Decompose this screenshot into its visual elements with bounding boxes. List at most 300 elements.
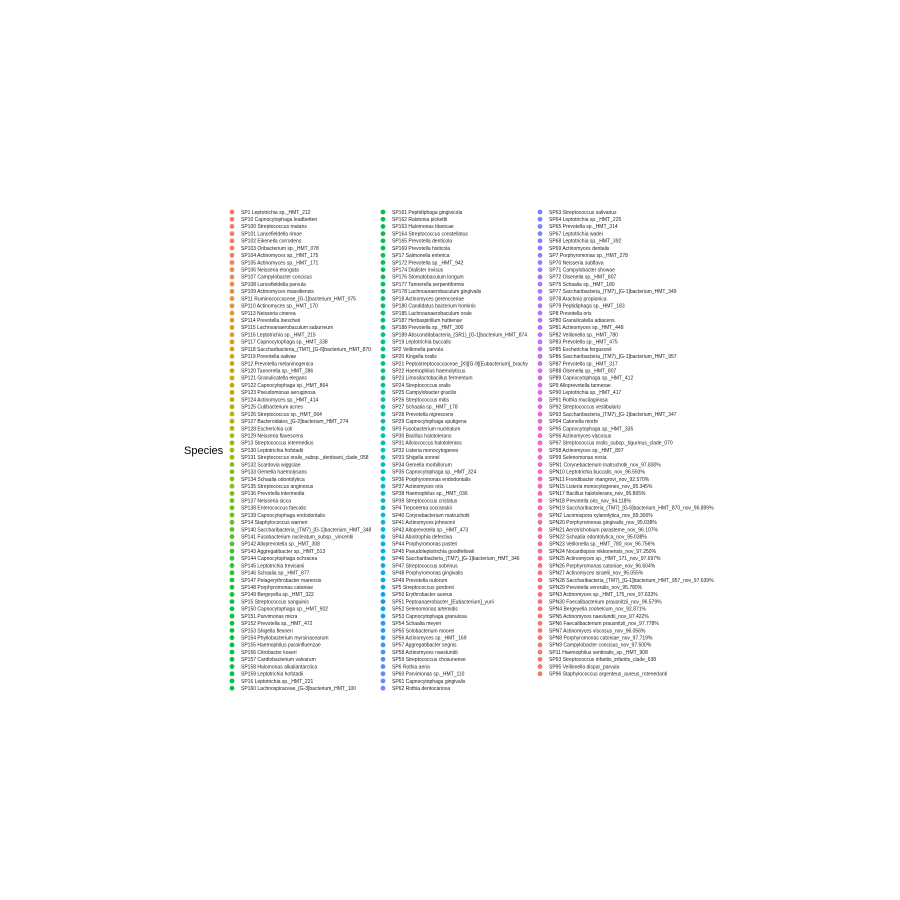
- legend-key: [538, 505, 543, 510]
- legend-key: [230, 210, 235, 215]
- legend-key: [381, 549, 386, 554]
- legend-key: [538, 549, 543, 554]
- legend-label: SP96 Actinomyces viscosus: [549, 433, 612, 440]
- legend-label: SP35 Capnocytophaga sp._HMT_324: [392, 469, 477, 476]
- legend-key: [381, 303, 386, 308]
- legend-key: [230, 455, 235, 460]
- legend-label: SP176 Stomatobaculum longum: [392, 274, 464, 281]
- legend-label: SP94 Catonella morbi: [549, 419, 598, 426]
- legend-key: [381, 520, 386, 525]
- legend-label: SP105 Actinomyces sp._HMT_171: [241, 260, 319, 267]
- legend-key: [381, 469, 386, 474]
- legend-label: SP162 Ralstonia pickettii: [392, 217, 448, 224]
- legend-key: [538, 332, 543, 337]
- legend-key: [381, 585, 386, 590]
- legend-key: [381, 534, 386, 539]
- legend-key: [381, 599, 386, 604]
- legend-label: SP130 Leptotrichia hofstadii: [241, 447, 304, 454]
- legend-label: SP92 Streptococcus vestibularis: [549, 404, 621, 411]
- legend-key: [538, 253, 543, 258]
- legend-key: [230, 477, 235, 482]
- legend-label: SP4 Treponema socranskii: [392, 505, 452, 512]
- legend-key: [381, 318, 386, 323]
- legend-label: SPN23 Veillonella sp._HMT_780_nov_96.756%: [549, 541, 655, 548]
- legend-key: [230, 224, 235, 229]
- legend-label: SP126 Streptococcus sp._HMT_064: [241, 411, 322, 418]
- legend-key: [538, 440, 543, 445]
- legend-key: [381, 484, 386, 489]
- legend-key: [230, 628, 235, 633]
- legend-key: [381, 404, 386, 409]
- legend-label: SP34 Gemella morbillorum: [392, 462, 452, 469]
- legend-key: [230, 621, 235, 626]
- legend-key: [381, 650, 386, 655]
- legend-key: [230, 253, 235, 258]
- legend-label: SP40 Corynebacterium matruchotii: [392, 512, 470, 519]
- legend-label: SP158 Halomonas alkaliantarctica: [241, 664, 318, 671]
- legend-label: SP65 Prevotella sp._HMT_314: [549, 224, 618, 231]
- legend-key: [381, 376, 386, 381]
- legend-key: [230, 671, 235, 676]
- legend-key: [538, 520, 543, 525]
- legend-label: SP70 Neisseria subflava: [549, 260, 604, 267]
- legend-label: SP164 Streptococcus constellatus: [392, 231, 468, 238]
- legend-key: [538, 426, 543, 431]
- legend-label: SP163 Halomonas titanicae: [392, 224, 454, 231]
- legend-key: [381, 592, 386, 597]
- legend-label: SP30 Bacillus halotolerans: [392, 433, 452, 440]
- legend-items: [230, 210, 714, 692]
- legend-label: SP67 Leptotrichia wadei: [549, 231, 603, 238]
- legend-label: SP100 Streptococcus mutans: [241, 224, 307, 231]
- legend-key: [381, 505, 386, 510]
- legend-key: [538, 339, 543, 344]
- legend-key: [381, 462, 386, 467]
- legend-label: SP144 Capnocytophaga ochracea: [241, 556, 318, 563]
- legend-label: SP93 Saccharibacteria_(TM7)_[G-1]bacterium_HMT_347: [549, 411, 677, 418]
- legend-key: [538, 462, 543, 467]
- legend-label: SP140 Saccharibacteria_(TM7)_[G-1]bacterium_HMT_348: [241, 527, 372, 534]
- legend-key: [230, 303, 235, 308]
- legend-label: SP3 Fusobacterium nucleatum: [392, 426, 461, 433]
- legend-label: SP72 Olsenella sp._HMT_807: [549, 274, 617, 281]
- legend-label: SP10 Capnocytophaga leadbetteri: [241, 217, 318, 224]
- legend-label: SP21 Peptostreptococcaceae_[XI][G-9][Eubacterium]_brachy: [392, 361, 528, 368]
- legend-key: [230, 541, 235, 546]
- legend-label: SP2 Veillonella parvula: [392, 346, 444, 353]
- legend-key: [381, 260, 386, 265]
- legend-label: SP133 Gemella haemolysans: [241, 469, 307, 476]
- legend-label: SP63 Streptococcus salivarius: [549, 209, 617, 216]
- legend-label: SP14 Staphylococcus warneri: [241, 520, 308, 527]
- legend-key: [381, 390, 386, 395]
- legend-label: SP11 Haemophilus sentinalis_sp._HMT_908: [549, 649, 648, 656]
- legend-label: SPN20 Porphyromonas gingivalis_nov_95.038%: [549, 520, 657, 527]
- legend-key: [538, 606, 543, 611]
- legend-key: [381, 412, 386, 417]
- legend-key: [381, 246, 386, 251]
- legend-key: [538, 527, 543, 532]
- legend-label: SP69 Actinomyces dentalis: [549, 245, 610, 252]
- legend-key: [381, 679, 386, 684]
- legend-key: [230, 404, 235, 409]
- legend-key: [538, 484, 543, 489]
- legend-label: SP155 Haemophilus parainfluenzae: [241, 642, 321, 649]
- legend-label: SP138 Enterococcus faecalis: [241, 505, 307, 512]
- legend-key: [381, 325, 386, 330]
- legend-label: SP146 Schaalia sp._HMT_877: [241, 570, 310, 577]
- legend-key: [381, 570, 386, 575]
- legend-key: [538, 469, 543, 474]
- legend-label: SP148 Porphyromonas catoniae: [241, 584, 313, 591]
- legend-label: SP22 Haemophilus haemolyticus: [392, 368, 466, 375]
- legend-label: SP33 Shigella sonnei: [392, 455, 440, 462]
- legend-label: SP189 Absconditabacteria_(SR1)_[G-1]bacterium_HMT_874: [392, 332, 528, 339]
- legend-label: SPN19 Saccharibacteria_(TM7)_[G-6]bacterium_HMT_870_nov_96.899%: [549, 505, 714, 512]
- legend-key: [230, 606, 235, 611]
- legend-key: [381, 635, 386, 640]
- legend-key: [230, 426, 235, 431]
- legend-label: SP95 Capnocytophaga sp._HMT_335: [549, 426, 634, 433]
- legend-key: [538, 246, 543, 251]
- legend-key: [538, 650, 543, 655]
- legend-key: [230, 296, 235, 301]
- legend-key: [538, 491, 543, 496]
- legend-key: [230, 650, 235, 655]
- legend-label: SP125 Cutibacterium acnes: [241, 404, 303, 411]
- legend-key: [230, 664, 235, 669]
- legend-key: [230, 578, 235, 583]
- legend-key: [381, 217, 386, 222]
- legend-label: SP68 Leptotrichia sp._HMT_392: [549, 238, 622, 245]
- legend-label: SP145 Leptotrichia trevisanii: [241, 563, 305, 570]
- legend-label: SP75 Schaalia sp._HMT_180: [549, 281, 615, 288]
- legend-key: [230, 267, 235, 272]
- legend-label: SP150 Capnocytophaga sp._HMT_902: [241, 606, 329, 613]
- legend-label: SPN15 Listeria monocytogenes_nov_95.345%: [549, 483, 653, 490]
- legend-label: SP113 Neisseria cinerea: [241, 310, 296, 317]
- legend-key: [538, 296, 543, 301]
- legend-key: [538, 599, 543, 604]
- legend-label: SPN22 Schaalia odontolytica_nov_95.038%: [549, 534, 647, 541]
- legend-key: [381, 455, 386, 460]
- legend-key: [381, 664, 386, 669]
- legend-label: SP152 Prevotella sp._HMT_472: [241, 621, 313, 628]
- legend-key: [538, 347, 543, 352]
- legend-key: [538, 635, 543, 640]
- legend-label: SP89 Capnocytophaga sp._HMT_412: [549, 375, 634, 382]
- legend-key: [538, 578, 543, 583]
- legend-label: SP7 Porphyromonas sp._HMT_278: [549, 253, 628, 260]
- legend-key: [538, 390, 543, 395]
- legend-label: SP23 Limosilactobacillus fermentum: [392, 375, 473, 382]
- legend-label: SP64 Leptotrichia sp._HMT_225: [549, 217, 622, 224]
- legend-key: [230, 679, 235, 684]
- legend-key: [538, 541, 543, 546]
- legend-label: SP9 Alloprevotella tannerae: [549, 382, 611, 389]
- legend-label: SP1 Leptotrichia sp._HMT_212: [241, 209, 311, 216]
- legend-label: SP95 Veillonella dispar_parvula: [549, 664, 620, 671]
- legend-label: SP172 Prevotella sp._HMT_942: [392, 260, 464, 267]
- legend-key: [538, 412, 543, 417]
- legend-label: SPN6 Faecalibacterium prausnitzii_nov_97.778%: [549, 621, 659, 628]
- legend-label: SP161 Peptidiphaga gingivicola: [392, 209, 463, 216]
- legend-key: [230, 238, 235, 243]
- legend-key: [381, 643, 386, 648]
- legend-label: SP12 Prevotella melaninogenica: [241, 361, 314, 368]
- legend-key: [538, 354, 543, 359]
- legend-label: SP120 Tannerella sp._HMT_286: [241, 368, 314, 375]
- legend-label: SP57 Aggregatibacter segnis: [392, 642, 457, 649]
- legend-label: SP81 Actinomyces sp._HMT_448: [549, 325, 624, 332]
- legend-label: SP28 Prevotella nigrescens: [392, 411, 454, 418]
- legend-label: SP91 Rothia mucilaginosa: [549, 397, 608, 404]
- legend-label: SP134 Schaalia odontolytica: [241, 476, 305, 483]
- legend-label: SP117 Capnocytophaga sp._HMT_338: [241, 339, 328, 346]
- legend-label: SPN3 Actinomyces sp._HMT_175_nov_97.633%: [549, 592, 658, 599]
- legend-label: SP154 Phyllobacterium myrsinacearum: [241, 635, 329, 642]
- legend-label: SP71 Campylobacter showae: [549, 267, 615, 274]
- legend-key: [538, 419, 543, 424]
- legend-label: SP85 Escherichia fergusonii: [549, 346, 612, 353]
- legend-label: SP19 Leptotrichia buccalis: [392, 339, 451, 346]
- legend-label: SP41 Actinomyces johnsonii: [392, 520, 455, 527]
- legend-label: SP160 Lachnospiraceae_[G-3]bacterium_HMT_100: [241, 685, 357, 692]
- legend-key: [381, 671, 386, 676]
- legend-label: SP88 Olsenella sp._HMT_807: [549, 368, 617, 375]
- legend-label: SP118 Saccharibacteria_(TM7)_[G-6]bacterium_HMT_870: [241, 346, 371, 353]
- legend-label: SPN11 Frondibacter mangrovi_nov_92.570%: [549, 476, 650, 483]
- legend-label: SP110 Actinomyces sp._HMT_170: [241, 303, 318, 310]
- legend-label: SP6 Rothia aeria: [392, 664, 430, 671]
- legend-key: [230, 339, 235, 344]
- legend-label: SP107 Campylobacter concisus: [241, 274, 312, 281]
- legend-label: SPN30 Faecalibacterium prausnitzii_nov_96.579%: [549, 599, 662, 606]
- legend-key: [381, 231, 386, 236]
- legend-label: SPN10 Leptotrichia buccalis_nov_96.593%: [549, 469, 645, 476]
- legend-key: [381, 440, 386, 445]
- legend-label: SP83 Prevotella sp._HMT_475: [549, 339, 618, 346]
- legend-label: SPN7 Actinomyces viscosus_nov_96.056%: [549, 628, 646, 635]
- legend-label: SP78 Arachnia propionica: [549, 296, 607, 303]
- legend-key: [230, 585, 235, 590]
- legend-key: [230, 635, 235, 640]
- legend-key: [381, 253, 386, 258]
- legend-label: SP62 Rothia dentocariosa: [392, 685, 451, 692]
- legend-key: [381, 563, 386, 568]
- legend-label: SPN17 Bacillus halotolerans_nov_95.865%: [549, 491, 646, 498]
- legend-key: [538, 231, 543, 236]
- legend-label: SP98 Actinomyces sp._HMT_897: [549, 447, 624, 454]
- legend-label: SP5 Streptococcus gordonii: [392, 584, 454, 591]
- legend-label: SP136 Prevotella intermedia: [241, 491, 305, 498]
- legend-key: [381, 657, 386, 662]
- legend-key: [230, 347, 235, 352]
- legend-label: SP147 Pelagerythrobacter marensis: [241, 577, 322, 584]
- legend-label: SP87 Prevotella sp._HMT_317: [549, 361, 618, 368]
- legend-key: [381, 477, 386, 482]
- legend-label: SP17 Salmonella enterica: [392, 253, 450, 260]
- legend-key: [230, 390, 235, 395]
- legend-key: [381, 224, 386, 229]
- legend-label: SP156 Citrobacter koseri: [241, 649, 297, 656]
- legend-label: SP114 Prevotella loescheii: [241, 318, 301, 325]
- legend-key: [381, 282, 386, 287]
- legend-label: SP20 Kingella oralis: [392, 354, 437, 361]
- legend-key: [230, 643, 235, 648]
- legend-key: [538, 556, 543, 561]
- legend-key: [230, 448, 235, 453]
- legend-label: SP153 Shigella flexneri: [241, 628, 293, 635]
- legend-label: SP38 Haemophilus sp._HMT_036: [392, 491, 468, 498]
- legend-key: [538, 303, 543, 308]
- legend-key: [230, 484, 235, 489]
- legend-label: SP97 Streptococcus oralis_subsp._tigurinus_clade_070: [549, 440, 673, 447]
- legend-label: SP45 Pseudoleptotrichia goodfellowii: [392, 548, 475, 555]
- legend-label: SP13 Streptococcus intermedius: [241, 440, 314, 447]
- legend-key: [538, 238, 543, 243]
- legend-key: [538, 267, 543, 272]
- legend-label: SP29 Capnocytophaga sputigena: [392, 419, 467, 426]
- legend-label: SPN18 Prevotella oris_nov_94.118%: [549, 498, 631, 505]
- legend-label: SP18 Actinomyces gerencseriae: [392, 296, 464, 303]
- legend-key: [230, 527, 235, 532]
- legend-label: SPN27 Actinomyces israelii_nov_95.055%: [549, 570, 644, 577]
- legend-key: [230, 318, 235, 323]
- legend-key: [538, 455, 543, 460]
- legend-key: [381, 368, 386, 373]
- legend-label: SP139 Capnocytophaga endodontalis: [241, 512, 325, 519]
- legend-title: Species: [184, 445, 224, 457]
- legend-label: SP135 Streptococcus anginosus: [241, 483, 314, 490]
- legend-label: SP47 Streptococcus sobrinus: [392, 563, 458, 570]
- legend-label: SP116 Leptotrichia sp._HMT_215: [241, 332, 316, 339]
- legend-key: [230, 686, 235, 691]
- legend-key: [230, 383, 235, 388]
- legend-label: SPN29 Prevotella veroralis_nov_95.780%: [549, 584, 643, 591]
- legend-label: SP121 Granulicatella elegans: [241, 375, 307, 382]
- legend-key: [230, 311, 235, 316]
- legend-label: SP119 Prevotella salivae: [241, 354, 297, 361]
- legend-key: [538, 671, 543, 676]
- legend-key: [230, 397, 235, 402]
- legend-label: SP27 Schaalia sp._HMT_178: [392, 404, 458, 411]
- legend-key: [381, 541, 386, 546]
- legend-label: SP56 Actinomyces sp._HMT_169: [392, 635, 467, 642]
- legend-key: [538, 657, 543, 662]
- legend-key: [381, 527, 386, 532]
- legend-label: SP37 Actinomyces oris: [392, 483, 444, 490]
- legend-key: [538, 664, 543, 669]
- legend-label: SP61 Capnocytophaga gingivalis: [392, 678, 466, 685]
- legend-key: [538, 513, 543, 518]
- legend-label: SP52 Selenomonas artemidis: [392, 606, 458, 613]
- legend-label: SP53 Capnocytophaga granulosa: [392, 613, 467, 620]
- legend-key: [230, 469, 235, 474]
- legend-label: SP101 Lancefieldella rimae: [241, 231, 302, 238]
- legend-label: SP109 Actinomyces massiliensis: [241, 289, 314, 296]
- legend-key: [230, 419, 235, 424]
- legend-label: SP141 Fusobacterium nucleatum_subsp._vincentii: [241, 534, 354, 541]
- legend-label: SP127 Bacteroidales_[G-2]bacterium_HMT_274: [241, 419, 349, 426]
- legend-label: SP122 Capnocytophaga sp._HMT_864: [241, 382, 329, 389]
- legend-key: [230, 614, 235, 619]
- legend-key: [538, 318, 543, 323]
- legend-label: SP44 Porphyromonas pasteri: [392, 541, 458, 548]
- legend-label: SP108 Lancefieldella parvula: [241, 281, 306, 288]
- legend-label: SP54 Schaalia meyeri: [392, 621, 442, 628]
- legend-label: SP43 Abiotrophia defectiva: [392, 534, 453, 541]
- legend-key: [230, 534, 235, 539]
- legend-label: SP59 Streptococcus chosunense: [392, 657, 466, 664]
- legend-key: [538, 275, 543, 280]
- legend-label: SP99 Selenomonas noxia: [549, 455, 607, 462]
- legend-label: SP90 Leptotrichia sp._HMT_417: [549, 390, 622, 397]
- legend-key: [538, 433, 543, 438]
- legend-label: SP102 Eikenella corrodens: [241, 238, 302, 245]
- legend-label: SP185 Lachnoanaerobaculum orale: [392, 310, 472, 317]
- legend-label: SP124 Actinomyces sp._HMT_414: [241, 397, 319, 404]
- legend-label: SPN9 Campylobacter concisus_nov_97.500%: [549, 642, 652, 649]
- legend-label: SP49 Prevotella oulorum: [392, 577, 448, 584]
- legend-key: [230, 570, 235, 575]
- legend-label: SP165 Prevotella denticola: [392, 238, 453, 245]
- legend-label: SP11 Ruminococcaceae_[G-1]bacterium_HMT_075: [241, 296, 356, 303]
- legend-label: SP77 Saccharibacteria_(TM7)_[G-1]bacterium_HMT_349: [549, 289, 677, 296]
- legend-label: SP177 Tannerella serpentiformis: [392, 281, 465, 288]
- legend-key: [538, 210, 543, 215]
- legend-label: SP48 Porphyromonas gingivalis: [392, 570, 463, 577]
- legend-key: [538, 643, 543, 648]
- legend-label: SPN8 Porphyromonas catoniae_nov_97.719%: [549, 635, 653, 642]
- legend-key: [381, 397, 386, 402]
- legend-key: [230, 556, 235, 561]
- legend-key: [230, 376, 235, 381]
- legend-label: SP58 Actinomyces naeslundii: [392, 649, 458, 656]
- legend-label: SP36 Porphyromonas endodontalis: [392, 476, 471, 483]
- legend-key: [538, 563, 543, 568]
- legend-key: [538, 368, 543, 373]
- legend-label: SPN5 Actinomyces naeslundii_nov_97.422%: [549, 613, 649, 620]
- legend-key: [230, 246, 235, 251]
- legend-key: [381, 491, 386, 496]
- legend-key: [381, 354, 386, 359]
- legend-key: [230, 332, 235, 337]
- legend-label: SP123 Pseudomonas aeruginosa: [241, 390, 316, 397]
- legend-key: [230, 462, 235, 467]
- legend-key: [538, 621, 543, 626]
- legend-key: [381, 686, 386, 691]
- legend-key: [230, 440, 235, 445]
- legend-label: SP187 Herbaspirillum huttiense: [392, 318, 463, 325]
- legend-key: [381, 433, 386, 438]
- legend-key: [230, 361, 235, 366]
- legend-key: [538, 404, 543, 409]
- legend-key: [538, 628, 543, 633]
- legend-key: [381, 448, 386, 453]
- legend-label: SP115 Lachnoanaerobaculum saburreum: [241, 325, 334, 332]
- legend-label: SPN2 Lacrimispora xylanolytica_nov_89.300%: [549, 512, 653, 519]
- legend-label: SPN1 Corynebacterium matruchotii_nov_97.830%: [549, 462, 661, 469]
- legend-label: SP26 Streptococcus mitis: [392, 397, 449, 404]
- legend-key: [538, 289, 543, 294]
- legend-key: [230, 657, 235, 662]
- legend-key: [538, 260, 543, 265]
- legend-key: [538, 325, 543, 330]
- legend-key: [230, 563, 235, 568]
- legend-key: [538, 224, 543, 229]
- legend-key: [381, 361, 386, 366]
